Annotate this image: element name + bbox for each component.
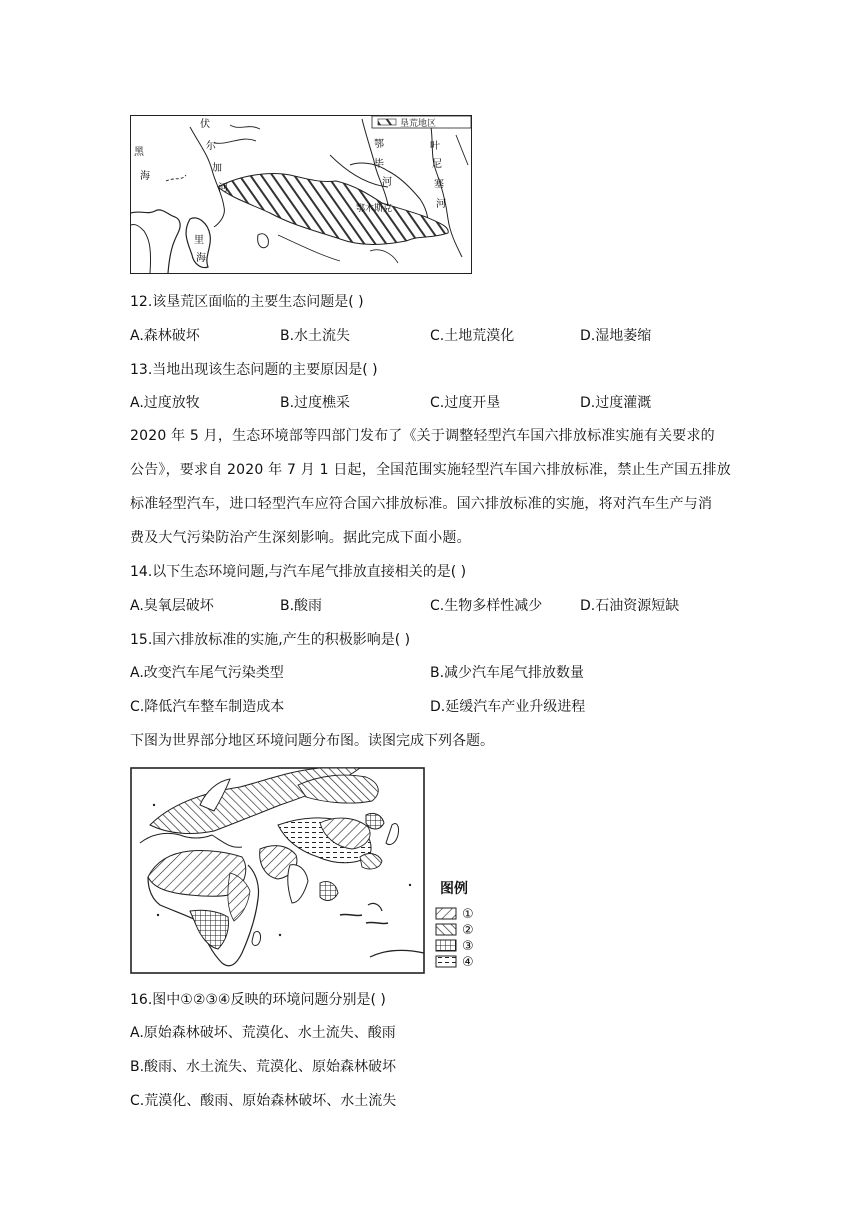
- map2-svg: [130, 765, 488, 975]
- q13-option-d: D.过度灌溉: [580, 395, 652, 411]
- map1-label: 河: [436, 199, 446, 210]
- legend-swatch-1: [436, 908, 456, 919]
- map2-legend-title: 图例: [440, 881, 468, 897]
- map1-label: 伏: [200, 119, 210, 130]
- passage-line: 公告》，要求自 2020 年 7 月 1 日起，全国范围实施轻型汽车国六排放标准，禁止生产国五排放: [130, 462, 731, 478]
- q13-option-b: B.过度樵采: [280, 395, 351, 411]
- q13-option-c: C.过度开垦: [430, 395, 501, 411]
- legend-item-2: ②: [462, 923, 474, 938]
- q14-option-c: C.生物多样性减少: [430, 598, 543, 614]
- q15-option-a: A.改变汽车尾气污染类型: [130, 665, 284, 681]
- map1-label: 尔: [206, 141, 216, 152]
- map1-label: 里: [194, 235, 204, 246]
- map1-legend-label: 垦荒地区: [400, 119, 437, 129]
- map1-label: 海: [140, 171, 150, 182]
- q14-option-b: B.酸雨: [280, 598, 323, 614]
- question-15-stem: 15.国六排放标准的实施,产生的积极影响是( ): [130, 632, 411, 648]
- legend-item-3: ③: [462, 939, 474, 954]
- map-reclamation-region: [130, 115, 472, 274]
- q12-option-a: A.森林破坏: [130, 328, 200, 344]
- map1-city-label: 鄂木斯克: [356, 204, 393, 214]
- legend-item-1: ①: [462, 907, 474, 922]
- legend-swatch-2: [436, 924, 456, 935]
- map1-label: 河: [382, 177, 392, 188]
- q12-option-b: B.水土流失: [280, 328, 351, 344]
- map-world-environment-problems: [130, 765, 488, 975]
- q12-option-d: D.湿地萎缩: [580, 328, 652, 344]
- question-16-stem: 16.图中①②③④反映的环境问题分别是( ): [130, 992, 386, 1008]
- q15-option-b: B.减少汽车尾气排放数量: [430, 665, 585, 681]
- map1-label: 叶: [430, 141, 440, 152]
- passage-line: 费及大气污染防治产生深刻影响。据此完成下面小题。: [130, 530, 471, 546]
- q12-option-c: C.土地荒漠化: [430, 328, 515, 344]
- q15-option-c: C.降低汽车整车制造成本: [130, 699, 285, 715]
- q16-option-c: C.荒漠化、酸雨、原始森林破坏、水土流失: [130, 1093, 397, 1109]
- map1-label: 黑: [134, 147, 144, 158]
- map1-label: 尼: [432, 159, 442, 170]
- map1-label: 海: [196, 253, 206, 264]
- passage-paragraph: [130, 419, 732, 555]
- q13-option-a: A.过度放牧: [130, 395, 200, 411]
- q15-option-d: D.延缓汽车产业升级进程: [430, 699, 586, 715]
- question-14-stem: 14.以下生态环境问题,与汽车尾气排放直接相关的是( ): [130, 564, 467, 580]
- question-12-stem: 12.该垦荒区面临的主要生态问题是( ): [130, 294, 364, 310]
- map1-svg: [130, 115, 472, 274]
- map1-label: 加: [212, 163, 222, 174]
- legend-swatch-3: [436, 940, 456, 951]
- q16-option-b: B.酸雨、水土流失、荒漠化、原始森林破坏: [130, 1059, 397, 1075]
- map1-label: 鄂: [374, 139, 384, 150]
- q14-option-a: A.臭氧层破坏: [130, 598, 214, 614]
- q14-option-d: D.石油资源短缺: [580, 598, 680, 614]
- question-13-stem: 13.当地出现该生态问题的主要原因是( ): [130, 362, 378, 378]
- map1-label: 毕: [374, 159, 384, 170]
- map2-intro: 下图为世界部分地区环境问题分布图。读图完成下列各题。: [130, 733, 494, 749]
- passage-line: 2020 年 5 月，生态环境部等四部门发布了《关于调整轻型汽车国六排放标准实施有关要求的: [130, 428, 715, 444]
- map1-label: 河: [218, 183, 228, 194]
- passage-line: 标准轻型汽车，进口轻型汽车应符合国六排放标准。国六排放标准的实施，将对汽车生产与消: [130, 496, 713, 512]
- q16-option-a: A.原始森林破坏、荒漠化、水土流失、酸雨: [130, 1025, 396, 1041]
- legend-swatch-4: [436, 956, 456, 967]
- map1-label: 塞: [434, 179, 444, 190]
- legend-item-4: ④: [462, 955, 474, 970]
